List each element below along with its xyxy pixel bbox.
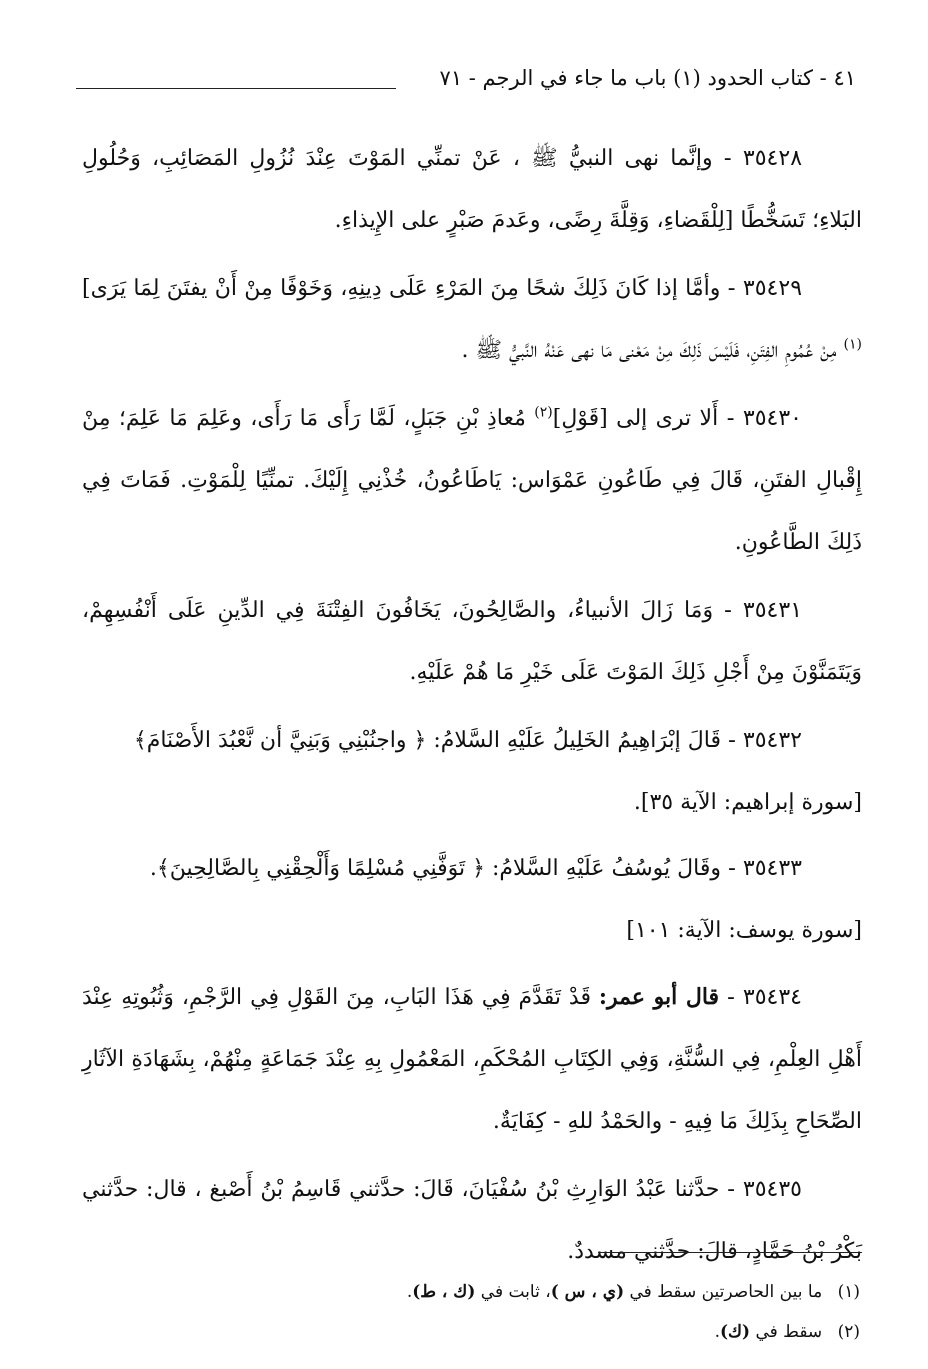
footnote-2 <box>80 1312 860 1352</box>
paragraph-35429 <box>82 258 862 382</box>
paragraph-35428 <box>82 128 862 252</box>
paragraph-text: قَدْ تَقَدَّمَ فِي هَذَا البَابِ، مِنَ القَوْلِ فِي الرَّجْمِ، وَثُبُوتِهِ عِنْدَ أَهْلِ العِلْمِ، فِي السُّنَّةِ، وَفِي الكِتَابِ المُحْكَمِ، المَعْمُولِ بِهِ عِنْدَ جَمَاعَةٍ مِنْهُمْ، بِشَهَادَةِ الآثَارِ الصِّحَاحِ بِذَلِكَ مَا فِيهِ - والحَمْدُ للهِ - كِفَايَةٌ. <box>82 985 862 1134</box>
paragraph-35434 <box>82 966 862 1153</box>
paragraph-35431 <box>82 580 862 704</box>
paragraph-number: ٣٥٤٢٩ - <box>727 276 803 301</box>
footnote-mark: (٢) <box>837 1322 860 1342</box>
paragraph-number: ٣٥٤٣٠ - <box>726 406 802 431</box>
paragraph-text: وقَالَ يُوسُفُ عَلَيْهِ السَّلامُ: ﴿ تَوَفَّنِي مُسْلِمًا وَأَلْحِقْنِي بِالصَّالِحِينَ﴾. <box>149 856 721 881</box>
paragraph-text: وإنَّما نهى النبيُّ ﷺ ، عَنْ تمنِّي المَوْتَ عِنْدَ نُزُولِ المَصَائِبِ، وَحُلُولِ البَلاءِ؛ تَسَخُّطًا [لِلْقَضاءِ، وَقِلَّةَ رِضًى، وعَدمَ صَبْرٍ على الإِيذاءِ. <box>82 146 862 233</box>
manuscript-sigla: (ك) <box>719 1322 751 1342</box>
footnote-ref-2[interactable]: (٢) <box>534 404 553 421</box>
footnote-text: ، ثابت في <box>480 1282 551 1302</box>
paragraph-text: أَلا ترى إلى [قَوْلِ] <box>552 406 719 431</box>
running-title: ٤١ - كتاب الحدود (١) باب ما جاء في الرجم - ٧١ <box>439 66 856 90</box>
footnotes <box>80 1272 860 1352</box>
footnote-text: سقط في <box>755 1322 823 1342</box>
paragraph-text: قَالَ إبْرَاهِيمُ الخَلِيلُ عَلَيْهِ السَّلامُ: ﴿ واجنُبْنِي وَبَنِيَّ أن نَّعْبُدَ الأَصْنَامَ﴾ <box>133 728 721 753</box>
paragraph-35430 <box>82 388 862 574</box>
manuscript-sigla: (ك ، ط) <box>412 1282 476 1302</box>
footnote-text: . <box>714 1322 720 1342</box>
main-text <box>82 128 862 1289</box>
paragraph-text-continued: مِنْ عُمُومِ الفِتَنِ، فَلَيْسَ ذَلِكَ مِنْ مَعْنى مَا نهى عَنْهُ النَّبيُّ ﷺ . <box>461 338 837 363</box>
page-header <box>76 64 856 98</box>
footnote-rule <box>598 1252 862 1253</box>
paragraph-text: وَمَا زَالَ الأنبياءُ، والصَّالِحُونَ، يَخَافُونَ الفِتْنَةَ فِي الدِّينِ عَلَى أَنْفُسِهِمْ، وَيَتَمَنَّوْنَ مِنْ أَجْلِ ذَلِكَ المَوْتَ عَلَى خَيْرِ مَا هُمْ عَلَيْهِ. <box>82 598 862 685</box>
paragraph-number: ٣٥٤٣٥ - <box>727 1177 802 1202</box>
paragraph-number: ٣٥٤٣٢ - <box>727 728 802 753</box>
footnote-ref-1[interactable]: (١) <box>843 336 862 353</box>
paragraph-35432 <box>82 710 862 772</box>
paragraph-number: ٣٥٤٢٨ - <box>723 146 803 171</box>
paragraph-35433 <box>82 838 862 900</box>
paragraph-number: ٣٥٤٣٤ - <box>727 985 802 1010</box>
header-rule <box>76 88 396 89</box>
footnote-mark: (١) <box>837 1282 860 1302</box>
paragraph-text: حدَّثنا عَبْدُ الوَارِثِ بْنُ سُفْيَانَ، قَالَ: حدَّثني قَاسِمُ بْنُ أَصْبغ ، قال: حدَّثني بَكْرُ بْنُ حَمَّادٍ، قالَ: حدَّثني مسددٌ. <box>82 1177 862 1264</box>
paragraph-number: ٣٥٤٣١ - <box>724 598 803 623</box>
quran-citation: [سورة إبراهيم: الآية ٣٥]. <box>633 790 862 815</box>
footnote-1 <box>80 1272 860 1312</box>
footnote-text: ما بين الحاصرتين سقط في <box>629 1282 823 1302</box>
speaker-label: قال أبو عمر: <box>598 984 720 1010</box>
paragraph-text: وأمَّا إذا كَانَ ذَلِكَ شحًا مِنَ المَرْءِ عَلَى دِينِهِ، وَخَوْفًا مِنْ أَنْ يفتَنَ لِمَا يَرَى] <box>82 276 721 301</box>
quran-citation: [سورة يوسف: الآية: ١٠١] <box>626 918 862 943</box>
paragraph-number: ٣٥٤٣٣ - <box>727 856 802 881</box>
manuscript-sigla: (ي ، س ) <box>550 1282 625 1302</box>
paragraph-text-continued: مُعاذِ بْنِ جَبَلٍ، لَمَّا رَأَى مَا رَأَى، وعَلِمَ مَا عَلِمَ؛ مِنْ إِقْبالِ الفتَنِ، قَالَ فِي طَاعُونِ عَمْوَاس: يَاطَاعُونُ، خُذْنِي إِلَيْكَ. تمنِّيًا لِلْمَوْتِ. فَمَاتَ فِي ذَلِكَ الطَّاعُونِ. <box>82 406 862 555</box>
paragraph-35435 <box>82 1159 862 1283</box>
footnote-text: . <box>406 1282 413 1302</box>
